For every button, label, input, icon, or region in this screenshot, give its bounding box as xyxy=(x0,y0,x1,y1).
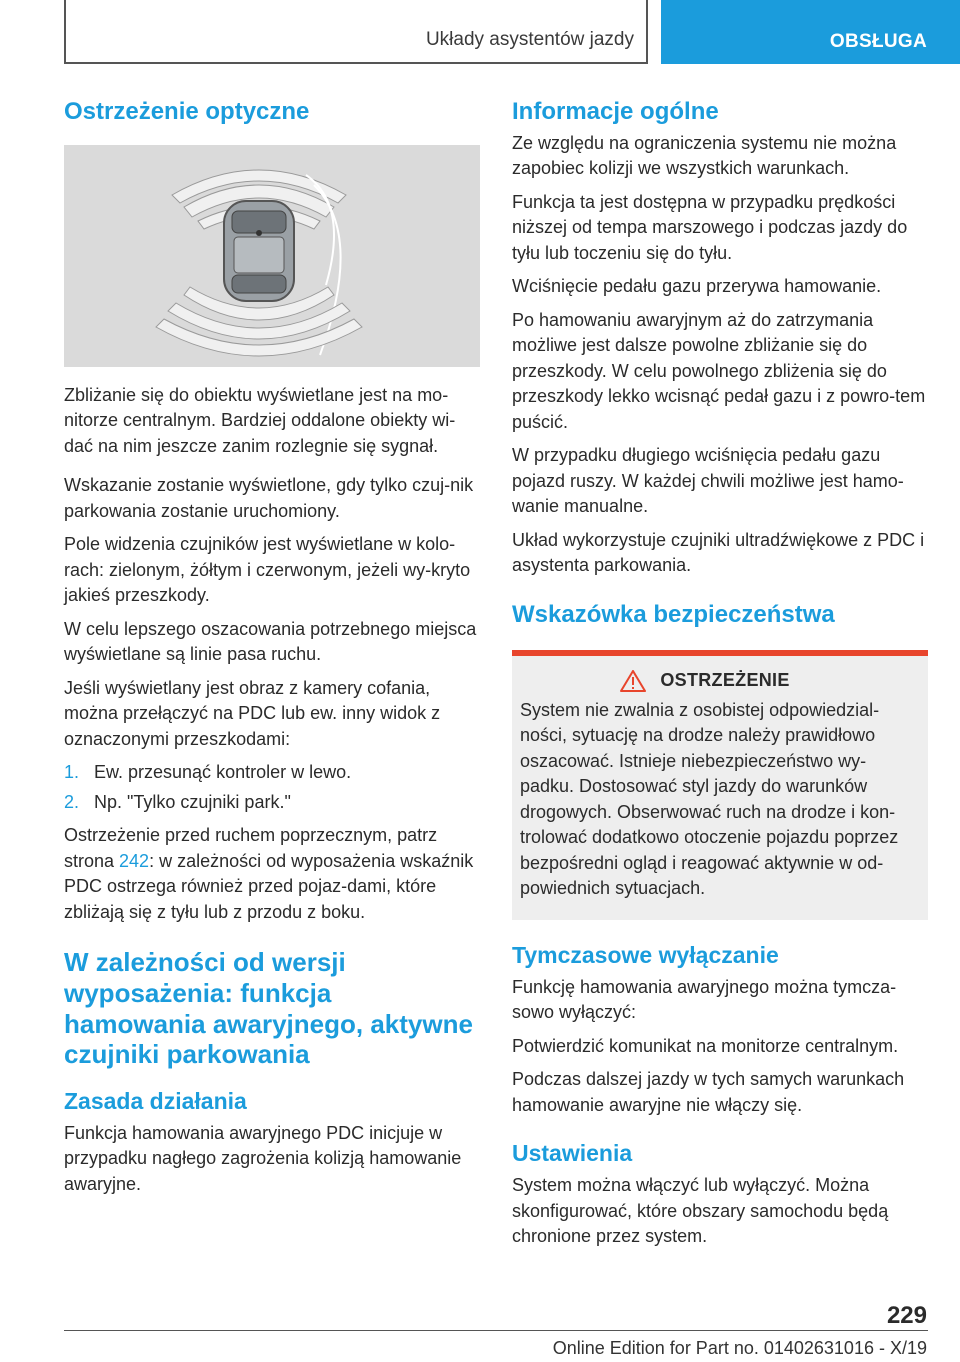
step-text: Ew. przesunąć kontroler w lewo. xyxy=(94,762,352,783)
warning-header xyxy=(520,670,920,692)
heading-settings: Ustawienia xyxy=(512,1140,633,1167)
heading-principle: Zasada działania xyxy=(64,1087,247,1114)
paragraph: W celu lepszego oszacowania potrzebnego miejsca wyświetlane są linie pasa ruchu. xyxy=(64,618,477,665)
heading-version-dependent: W zależności od wersji wyposażenia: funkcja hamowania awaryjnego, aktywne czujniki parkowania xyxy=(64,947,473,1070)
warning-triangle-icon xyxy=(620,670,646,692)
step-number: 2. xyxy=(64,791,80,812)
paragraph-cross-traffic xyxy=(64,823,480,925)
step-text: Np. "Tylko czujniki park." xyxy=(94,791,291,812)
paragraph: Układ wykorzystuje czujniki ultradźwiękowe z PDC i asystenta parkowania. xyxy=(512,529,925,576)
paragraph: W przypadku długiego wciśnięcia pedału gazu pojazd ruszy. W każdej chwili możliwe jest hamo-wanie manualne. xyxy=(512,445,904,517)
paragraph: Funkcja ta jest dostępna w przypadku prędkości niższej od tempa marszowego i podczas jazdy do tyłu lub toczeniu się do tyłu. xyxy=(512,191,908,263)
footer-divider xyxy=(64,1330,928,1331)
steps-list xyxy=(64,760,480,815)
footer-edition: Online Edition for Part no. 01402631016 - X/19 xyxy=(552,1338,927,1358)
paragraph: Podczas dalszej jazdy w tych samych warunkach hamowanie awaryjne nie włączy się. xyxy=(512,1069,905,1115)
header-section: OBSŁUGA xyxy=(829,31,927,52)
warning-title: OSTRZEŻENIE xyxy=(660,670,790,691)
paragraph: System można włączyć lub wyłączyć. Można skonfigurować, które obszary samochodu będą chronione przez system. xyxy=(512,1175,889,1247)
paragraph: Wciśnięcie pedału gazu przerywa hamowanie. xyxy=(512,276,882,297)
car-top-view-image xyxy=(64,145,480,367)
heading-temporary-disable: Tymczasowe wyłączanie xyxy=(512,941,779,968)
paragraph: Funkcja hamowania awaryjnego PDC inicjuje w przypadku nagłego zagrożenia kolizją hamowanie awaryjne. xyxy=(64,1122,462,1194)
paragraph: Wskazanie zostanie wyświetlone, gdy tylko czuj-nik parkowania zostanie uruchomiony. xyxy=(64,475,474,521)
paragraph: Potwierdzić komunikat na monitorze centralnym. xyxy=(512,1035,899,1056)
heading-general-info: Informacje ogólne xyxy=(512,98,719,125)
heading-safety-note: Wskazówka bezpieczeństwa xyxy=(512,600,835,628)
paragraph: Pole widzenia czujników jest wyświetlane w kolo-rach: zielonym, żółtym i czerwonym, jeżeli wy-kryto jakieś przeszkody. xyxy=(64,534,471,606)
paragraph: Jeśli wyświetlany jest obraz z kamery cofania, można przełączyć na PDC lub ew. inny widok z oznaczonymi przeszkodami: xyxy=(64,677,441,749)
warning-box xyxy=(512,650,928,920)
step-number: 1. xyxy=(64,762,80,783)
text: : w zależności od wyposażenia wskaźnik PDC ostrzega również przed pojaz-dami, które zbliżają się z tyłu lub z przodu z boku. xyxy=(64,850,474,922)
header-section-tab xyxy=(661,0,960,64)
right-column xyxy=(512,98,928,1258)
heading-optical-warning: Ostrzeżenie optyczne xyxy=(64,98,310,125)
paragraph: Po hamowaniu awaryjnym aż do zatrzymania możliwe jest dalsze powolne zbliżanie się do przeszkody. W celu powolnego zbliżenia się do przeszkody lekko wcisnąć pedał gazu i z powro-tem puścić. xyxy=(512,309,926,432)
left-column xyxy=(64,98,480,1205)
paragraph: Ze względu na ograniczenia systemu nie można zapobiec kolizji we wszystkich warunkach. xyxy=(512,132,897,179)
header-chapter: Układy asystentów jazdy xyxy=(425,29,634,50)
list-item xyxy=(64,790,480,816)
text: Ostrzeżenie przed ruchem poprzecznym, patrz strona xyxy=(64,825,438,871)
page-number: 229 xyxy=(886,1302,927,1329)
header-chapter-box xyxy=(64,0,648,64)
paragraph: Zbliżanie się do obiektu wyświetlane jest na mo-nitorze centralnym. Bardziej oddalone obiekty wi-dać na nim jeszcze zanim rozlegnie się sygnał. xyxy=(64,384,456,456)
pdc-illustration xyxy=(64,145,480,367)
paragraph: Funkcję hamowania awaryjnego można tymcza-sowo wyłączyć: xyxy=(512,976,897,1023)
list-item xyxy=(64,760,480,786)
warning-text: System nie zwalnia z osobistej odpowiedzial-ności, sytuację na drodze należy prawidłowo oszacować. Istnieje niebezpieczeństwo wy-padku. Dostosować styl jazdy do warunków drogowych. Obserwować ruch na drodze i kon-trolować dodatkowo otoczenie pojazdu poprzez bezpośredni ogląd i reagować aktywnie w od-powiednich sytuacjach. xyxy=(520,699,899,899)
page-reference-link[interactable]: 242 xyxy=(119,850,150,871)
